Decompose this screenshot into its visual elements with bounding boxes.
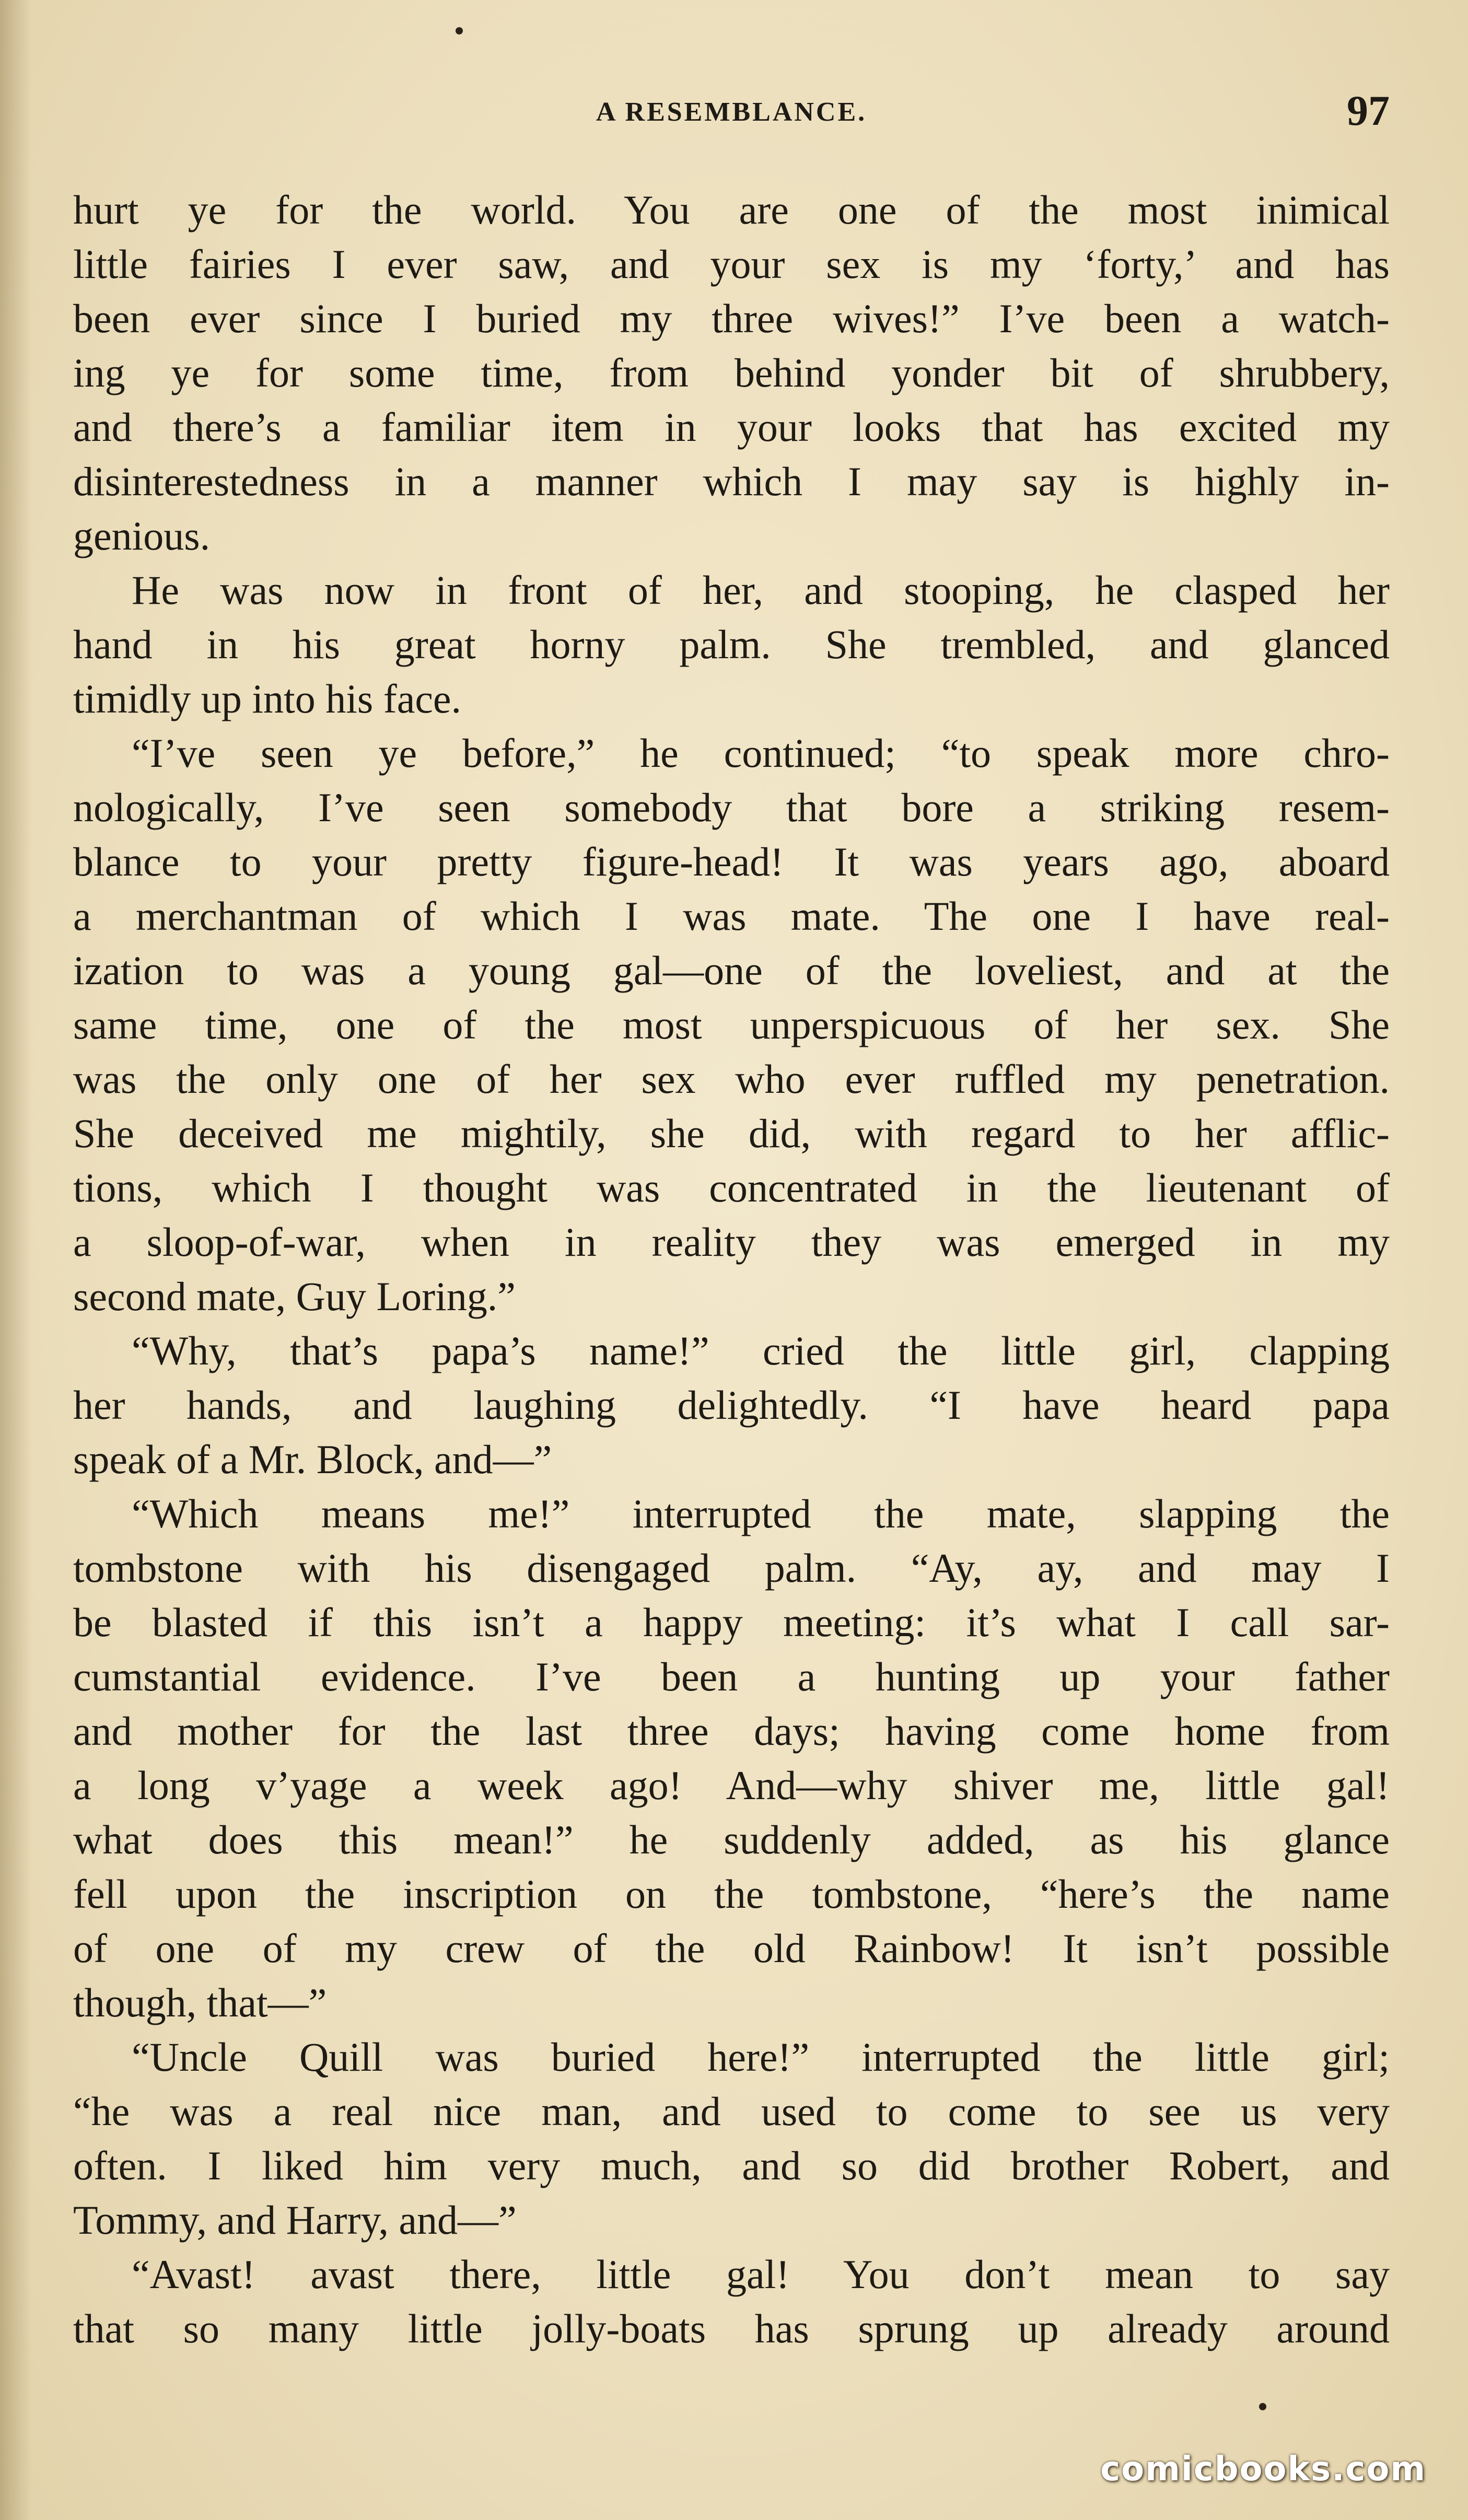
text-line: though, that—” <box>73 1980 327 2025</box>
text-line: timidly up into his face. <box>73 676 462 721</box>
text-line: hand in his great horny palm. She trembled, and glanced <box>73 622 1390 667</box>
text-line: of one of my crew of the old Rainbow! It isn’t possible <box>73 1926 1390 1971</box>
text-line: He was now in front of her, and stooping, he clasped her <box>132 567 1390 613</box>
text-line: tombstone with his disengaged palm. “Ay, ay, and may I <box>73 1545 1390 1591</box>
text-line: second mate, Guy Loring.” <box>73 1274 516 1319</box>
text-line: cumstantial evidence. I’ve been a hunting up your father <box>73 1654 1390 1699</box>
text-line: and there’s a familiar item in your looks that has excited my <box>73 404 1390 450</box>
text-line: genious. <box>73 513 211 558</box>
ink-speck <box>1259 2403 1266 2410</box>
text-line: her hands, and laughing delightedly. “I have heard papa <box>73 1382 1390 1428</box>
text-line: and mother for the last three days; having come home from <box>73 1708 1390 1754</box>
text-line: often. I liked him very much, and so did brother Robert, and <box>73 2143 1390 2188</box>
text-line: fell upon the inscription on the tombstone, “here’s the name <box>73 1871 1390 1917</box>
text-line: Tommy, and Harry, and—” <box>73 2197 517 2243</box>
text-line: a long v’yage a week ago! And—why shiver me, little gal! <box>73 1763 1390 1808</box>
text-line: same time, one of the most unperspicuous of her sex. She <box>73 1002 1390 1047</box>
text-line: that so many little jolly-boats has sprung up already around <box>73 2306 1390 2351</box>
body-text <box>73 183 1390 2356</box>
text-line: been ever since I buried my three wives!” I’ve been a watch- <box>73 296 1390 341</box>
text-line: disinterestedness in a manner which I may say is highly in- <box>73 459 1390 504</box>
text-line: a merchantman of which I was mate. The one I have real- <box>73 893 1390 939</box>
text-line: little fairies I ever saw, and your sex is my ‘forty,’ and has <box>73 241 1390 287</box>
text-line: “he was a real nice man, and used to come to see us very <box>73 2089 1390 2134</box>
text-line: “Avast! avast there, little gal! You don’t mean to say <box>132 2251 1390 2297</box>
page-number: 97 <box>1347 87 1390 134</box>
text-line: tions, which I thought was concentrated in the lieutenant of <box>73 1165 1390 1210</box>
text-line: “Why, that’s papa’s name!” cried the little girl, clapping <box>132 1328 1390 1373</box>
text-line: a sloop-of-war, when in reality they was emerged in my <box>73 1219 1390 1265</box>
ink-speck <box>456 27 463 34</box>
text-line: nologically, I’ve seen somebody that bore a striking resem- <box>73 785 1390 830</box>
text-line: be blasted if this isn’t a happy meeting: it’s what I call sar- <box>73 1600 1390 1645</box>
text-line: what does this mean!” he suddenly added, as his glance <box>73 1817 1390 1862</box>
text-line: blance to your pretty figure-head! It was years ago, aboard <box>73 839 1390 884</box>
text-line: speak of a Mr. Block, and—” <box>73 1437 552 1482</box>
text-line: “Which means me!” interrupted the mate, slapping the <box>132 1491 1390 1536</box>
running-title: A RESEMBLANCE. <box>596 97 867 127</box>
running-head <box>73 86 1390 144</box>
watermark-text: comicbooks.com <box>1100 2450 1426 2489</box>
page-edge-shadow <box>0 0 31 2520</box>
text-line: hurt ye for the world. You are one of the most inimical <box>73 187 1390 232</box>
text-line: “Uncle Quill was buried here!” interrupted the little girl; <box>132 2034 1390 2080</box>
text-line: She deceived me mightily, she did, with regard to her afflic- <box>73 1111 1390 1156</box>
text-line: ization to was a young gal—one of the loveliest, and at the <box>73 948 1390 993</box>
text-line: ing ye for some time, from behind yonder bit of shrubbery, <box>73 350 1390 395</box>
text-line: was the only one of her sex who ever ruffled my penetration. <box>73 1056 1390 1102</box>
text-line: “I’ve seen ye before,” he continued; “to speak more chro- <box>132 730 1390 776</box>
